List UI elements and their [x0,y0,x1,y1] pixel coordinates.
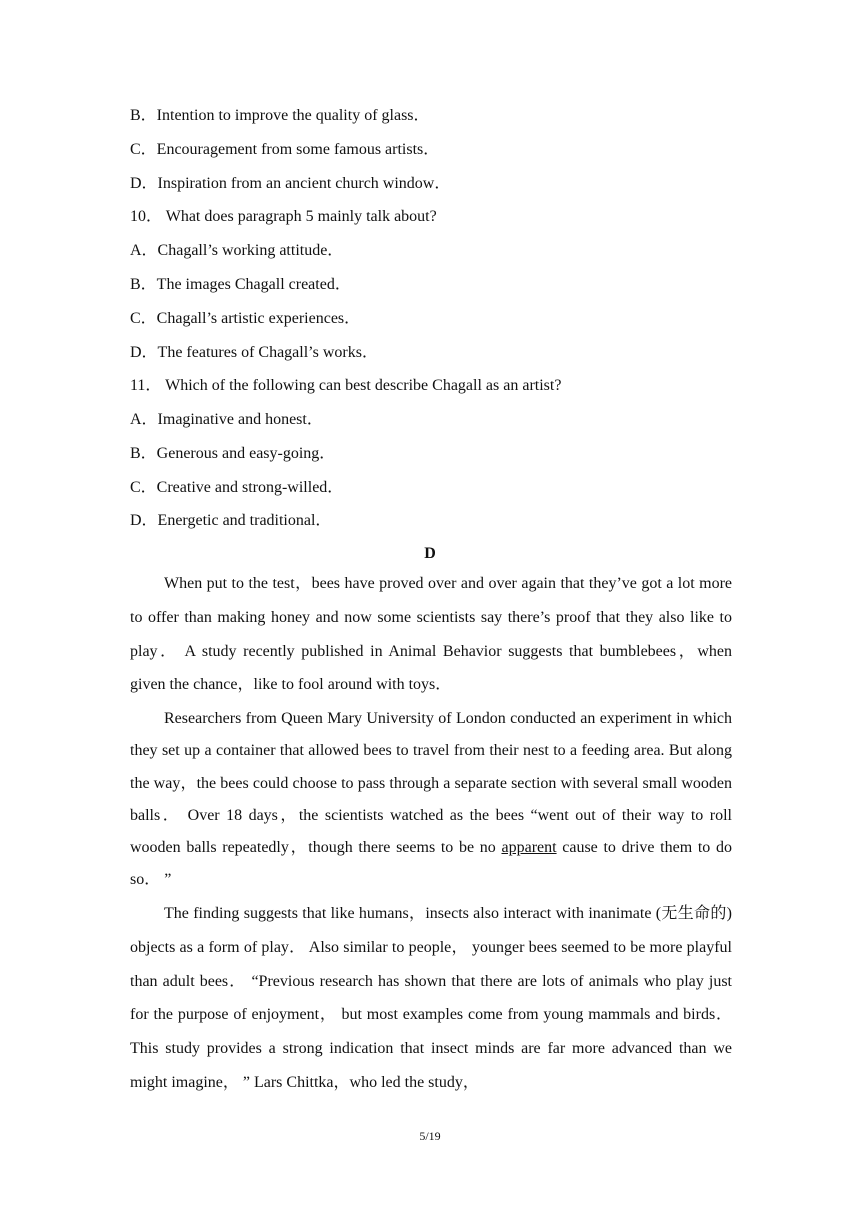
q11-option-d[interactable]: D．Energetic and traditional． [130,512,332,529]
underlined-word-apparent: apparent [501,839,557,857]
q10-option-c[interactable]: C．Chagall’s artistic experiences． [130,310,361,327]
q10-option-b[interactable]: B．The images Chagall created． [130,276,351,293]
section-d-title: D [424,545,436,562]
passage-paragraph-2 [130,703,732,897]
q11-option-c[interactable]: C．Creative and strong-willed． [130,479,344,496]
q10-option-a[interactable]: A．Chagall’s working attitude． [130,242,344,259]
page-number: 5/19 [419,1129,441,1143]
q11-stem: 11． Which of the following can best describe Chagall as an artist? [130,377,562,394]
q9-option-c[interactable]: C．Encouragement from some famous artists． [130,141,440,158]
paragraph-2-text-end: cause to drive them to do so． ” [130,839,732,889]
q9-option-b[interactable]: B．Intention to improve the quality of glass． [130,107,430,124]
q10-stem: 10． What does paragraph 5 mainly talk about? [130,208,437,225]
q11-option-b[interactable]: B．Generous and easy-going． [130,445,336,462]
passage-paragraph-3: The finding suggests that like humans，insects also interact with inanimate (无生命的) objects as a form of play． Also similar to people， younger bees seemed to be more playful than adult bees． “Previous research has shown that there are lots of animals who play just for the purpose of enjoyment， but most examples come from young mammals and birds． This study provides a strong indication that insect minds are far more advanced than we might imagine， ” Lars Chittka，who led the study， [130,905,732,1091]
passage-paragraph-1: When put to the test，bees have proved over and over again that they’ve got a lot more to offer than making honey and now some scientists say there’s proof that they also like to play． A study recently published in Animal Behavior suggests that bumblebees，when given the chance，like to fool around with toys． [130,575,732,694]
q10-option-d[interactable]: D．The features of Chagall’s works． [130,344,378,361]
q11-option-a[interactable]: A．Imaginative and honest． [130,411,323,428]
paragraph-2-text-start: Researchers from Queen Mary University of London conducted an experiment in which they set up a container that allowed bees to travel from their nest to a feeding area. But along the way，the bees could choose to pass through a separate section with several small wooden balls． Over 18 days，the scientists watched as the bees “went out of their way to roll wooden balls repeatedly，though there seems to be no [130,710,732,857]
q9-option-d[interactable]: D．Inspiration from an ancient church window． [130,175,451,192]
